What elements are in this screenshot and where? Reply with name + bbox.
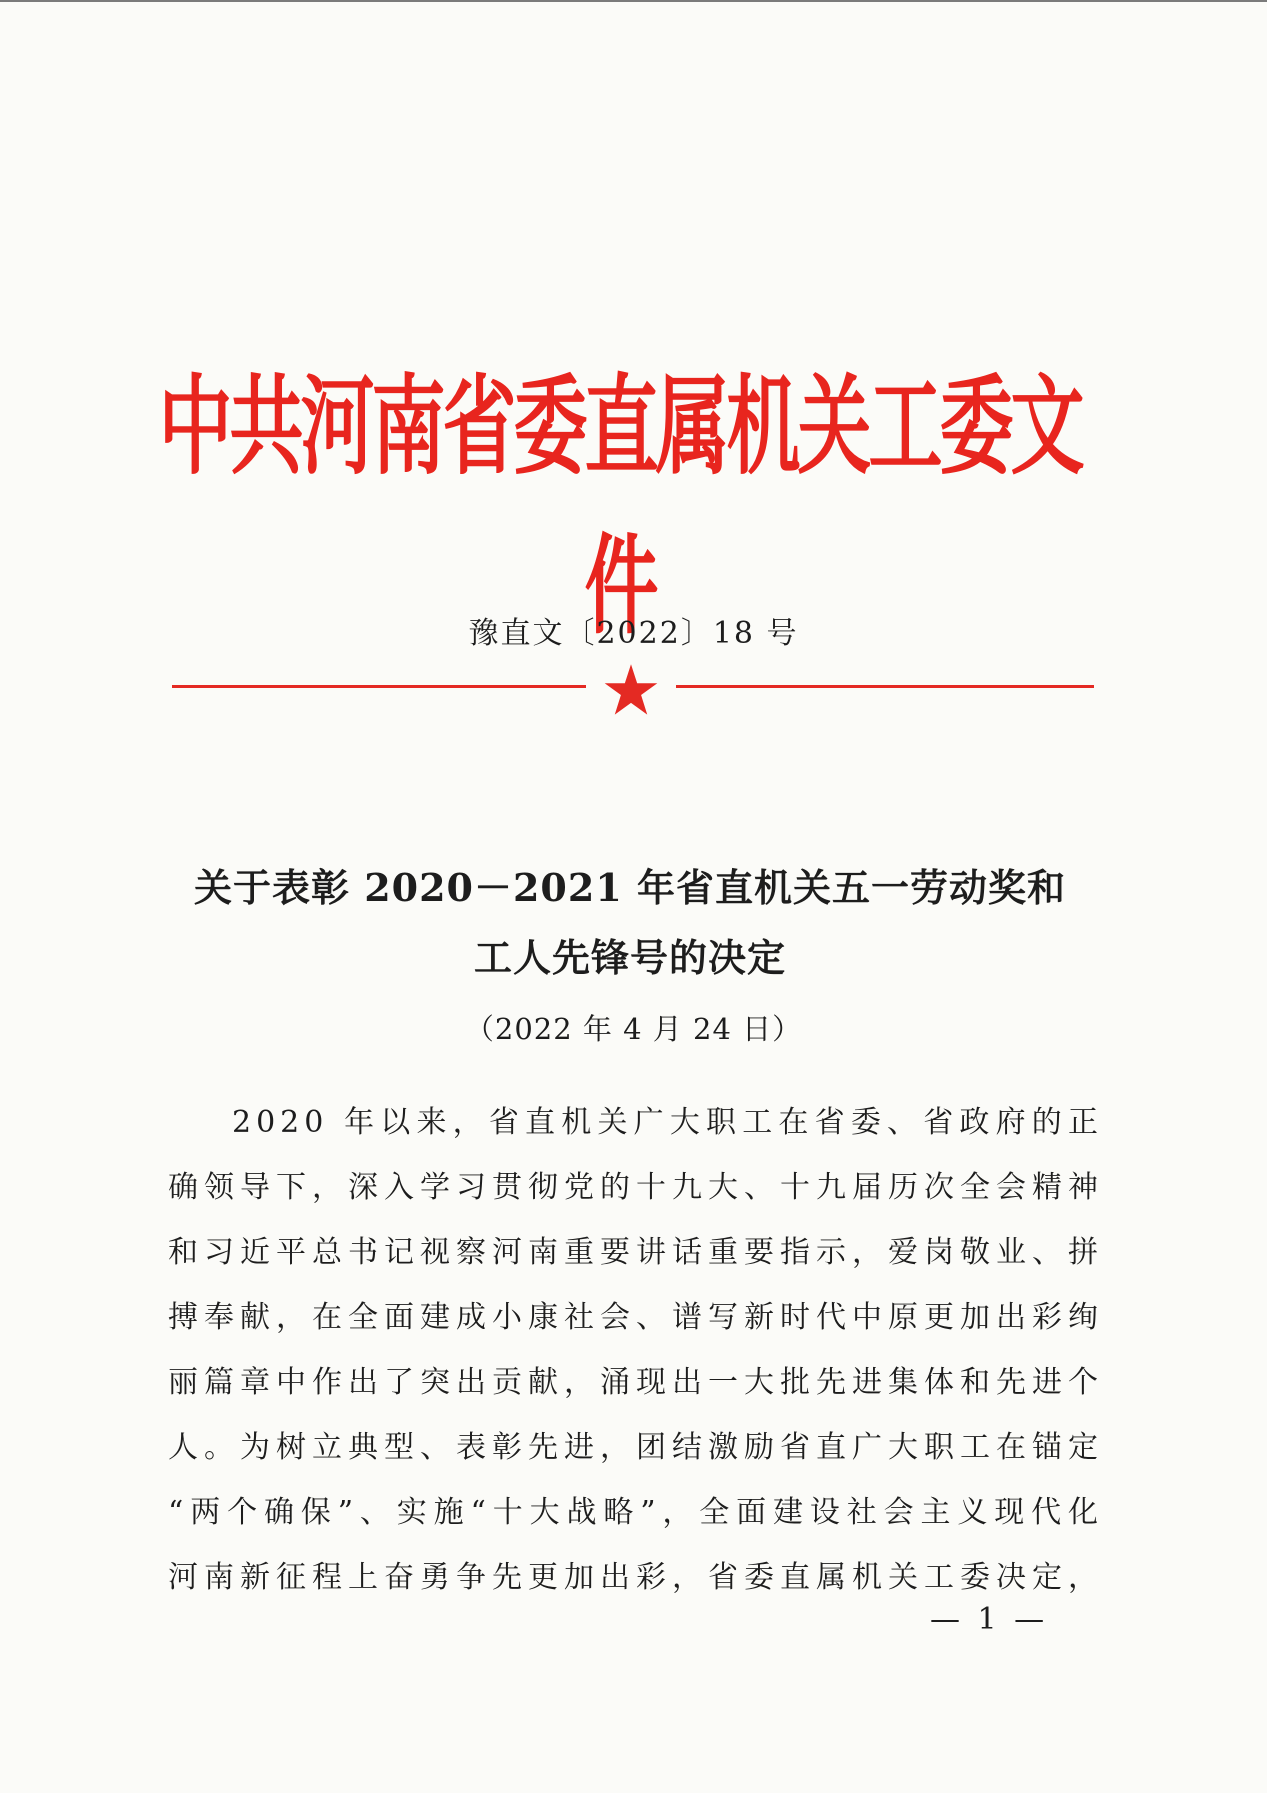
red-rule-right bbox=[676, 685, 1094, 688]
body-line: “两个确保”、实施“十大战略”，全面建设社会主义现代化 bbox=[168, 1495, 1103, 1530]
document-number: 豫直文〔2022〕18 号 bbox=[468, 616, 799, 651]
body-line: 丽篇章中作出了突出贡献，涌现出一大批先进集体和先进个 bbox=[168, 1365, 1103, 1400]
red-star-icon bbox=[603, 662, 659, 718]
body-line: 确领导下，深入学习贯彻党的十九大、十九届历次全会精神 bbox=[168, 1170, 1103, 1205]
document-title-line-2: 工人先锋号的决定 bbox=[473, 935, 786, 980]
body-line: 2020 年以来，省直机关广大职工在省委、省政府的正 bbox=[232, 1105, 1103, 1140]
body-line: 和习近平总书记视察河南重要讲话重要指示，爱岗敬业、拼 bbox=[168, 1235, 1103, 1270]
page-number: — 1 — bbox=[930, 1602, 1049, 1637]
document-title-line-1: 关于表彰 2020－2021 年省直机关五一劳动奖和 bbox=[194, 865, 1066, 910]
document-date: （2022 年 4 月 24 日） bbox=[464, 1012, 803, 1046]
document-masthead: 中共河南省委直属机关工委文件 bbox=[158, 364, 1082, 650]
body-line: 河南新征程上奋勇争先更加出彩，省委直属机关工委决定， bbox=[168, 1560, 1103, 1595]
red-rule-left bbox=[172, 685, 586, 688]
body-line: 搏奉献，在全面建成小康社会、谱写新时代中原更加出彩绚 bbox=[168, 1300, 1103, 1335]
body-line: 人。为树立典型、表彰先进，团结激励省直广大职工在锚定 bbox=[168, 1430, 1103, 1465]
